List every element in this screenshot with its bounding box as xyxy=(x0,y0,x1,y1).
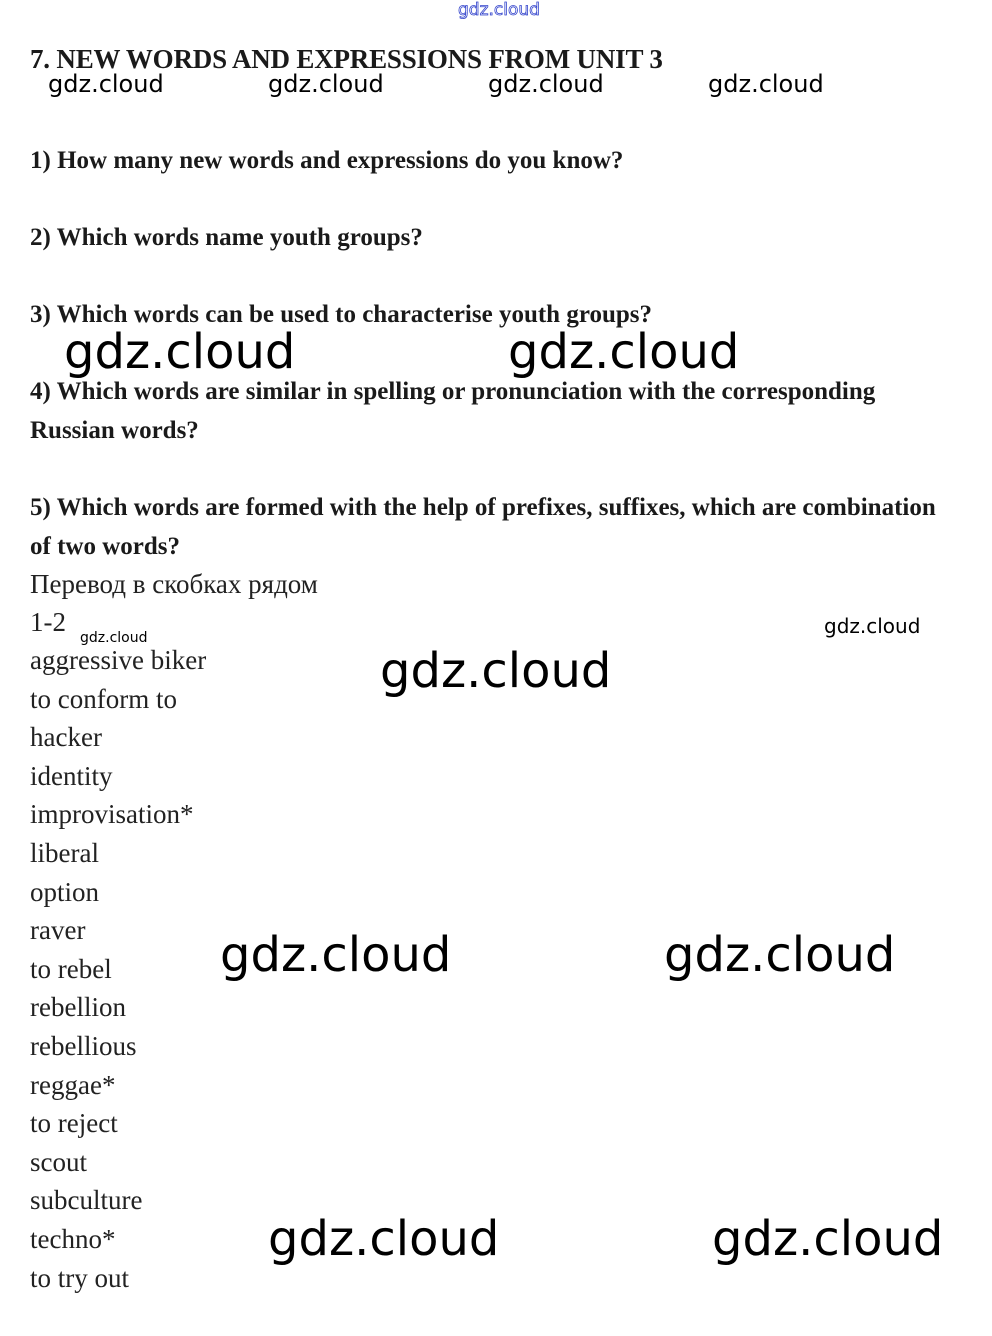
watermark: gdz.cloud xyxy=(508,324,740,380)
question-2: 2) Which words name youth groups? xyxy=(30,224,423,251)
list-item: improvisation* xyxy=(30,799,194,830)
watermark: gdz.cloud xyxy=(380,643,612,699)
list-item: aggressive biker xyxy=(30,645,207,675)
list-item: hacker xyxy=(30,722,102,753)
watermark: gdz.cloud xyxy=(824,614,921,638)
top-watermark: gdz.cloud xyxy=(458,0,540,20)
watermark: gdz.cloud xyxy=(712,1211,944,1267)
translation-note: Перевод в скобках рядом xyxy=(30,569,318,599)
page-title: 7. NEW WORDS AND EXPRESSIONS FROM UNIT 3 xyxy=(30,44,663,74)
list-item: to reject xyxy=(30,1108,118,1139)
question-1: 1) How many new words and expressions do you know? xyxy=(30,147,624,174)
watermark: gdz.cloud xyxy=(80,630,148,646)
vocabulary-list xyxy=(30,641,206,1297)
list-item: subculture xyxy=(30,1185,143,1216)
list-item: scout xyxy=(30,1146,87,1177)
watermark: gdz.cloud xyxy=(664,927,896,983)
list-item: identity xyxy=(30,760,113,791)
list-item: reggae* xyxy=(30,1069,116,1100)
question-3: 3) Which words can be used to characterise youth groups? xyxy=(30,301,653,328)
watermark: gdz.cloud xyxy=(268,1211,500,1267)
question-5: 5) Which words are formed with the help of prefixes, suffixes, which are combination of two words? xyxy=(30,494,936,560)
list-item: to rebel xyxy=(30,953,112,984)
watermark: gdz.cloud xyxy=(64,324,296,380)
list-item: techno* xyxy=(30,1223,116,1254)
watermark: gdz.cloud xyxy=(488,70,604,98)
watermark: gdz.cloud xyxy=(48,70,164,98)
list-item: rebellious xyxy=(30,1030,137,1061)
list-item: rebellion xyxy=(30,992,126,1023)
range-label: 1-2 xyxy=(30,607,66,637)
watermark: gdz.cloud xyxy=(220,927,452,983)
list-item: to try out xyxy=(30,1262,129,1293)
watermark: gdz.cloud xyxy=(708,70,824,98)
list-item: option xyxy=(30,876,100,907)
list-item: raver xyxy=(30,915,86,946)
list-item: to conform to xyxy=(30,683,177,714)
watermark: gdz.cloud xyxy=(268,70,384,98)
list-item: liberal xyxy=(30,837,99,868)
question-4: 4) Which words are similar in spelling or pronunciation with the corresponding Russian words? xyxy=(30,378,876,444)
